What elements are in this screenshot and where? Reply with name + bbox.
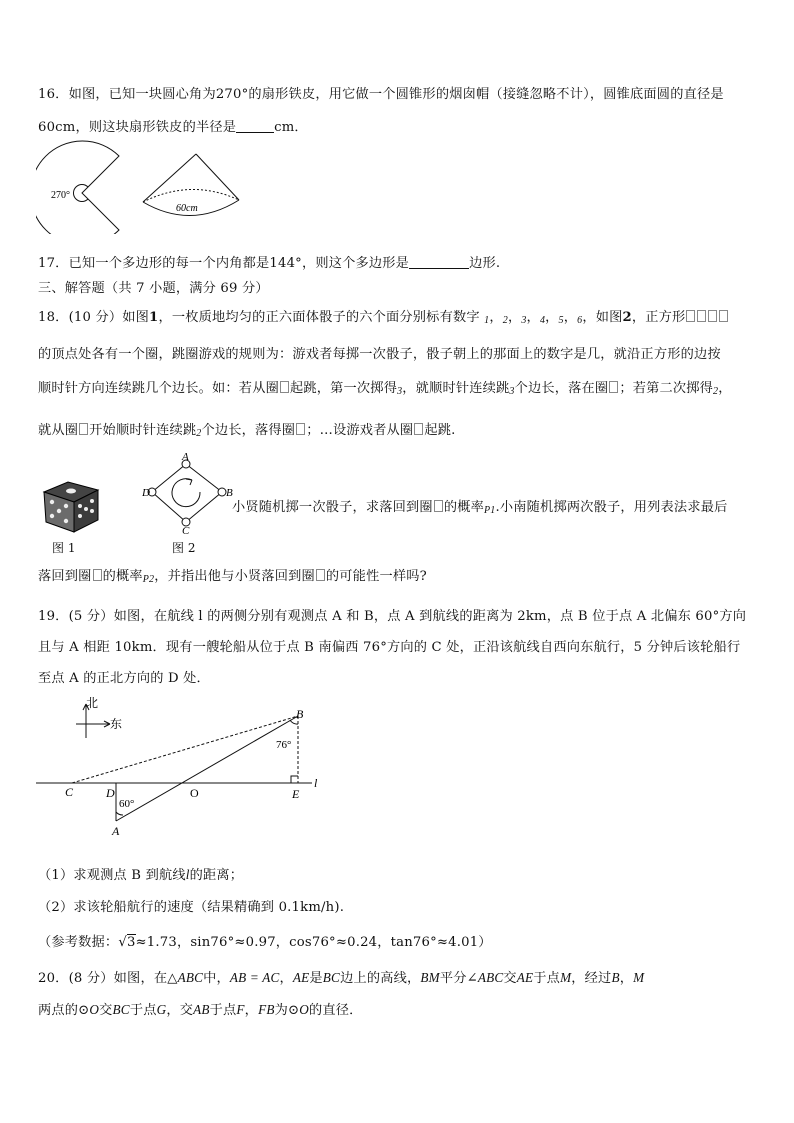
- q16-figure: [36, 138, 248, 234]
- q17-line: 17．已知一个多边形的每一个内角都是144°，则这个多边形是 边形.: [38, 256, 501, 271]
- svg-text:l: l: [314, 776, 318, 790]
- svg-text:A: A: [112, 824, 120, 838]
- svg-text:O: O: [190, 786, 199, 800]
- q18-line4: 就从圈 开始顺时针连续跳2个边长，落得圈 ；…设游戏者从圈 起跳.: [38, 423, 456, 439]
- figure1-caption: 图 1: [52, 541, 76, 555]
- svg-text:E: E: [292, 787, 300, 801]
- square-diagram: [142, 450, 236, 534]
- east-label: 东: [110, 717, 123, 731]
- north-label: 北: [86, 696, 99, 710]
- figure2-caption: 图 2: [172, 541, 196, 555]
- answer-blank: [409, 256, 469, 269]
- sector-shape: [36, 141, 119, 234]
- q19-line3: 至点 A 的正北方向的 D 处．: [38, 671, 210, 686]
- svg-text:D: D: [106, 786, 115, 800]
- svg-text:76°: 76°: [276, 739, 292, 751]
- section-heading: 三、解答题（共 7 小题，满分 69 分）: [38, 281, 269, 296]
- clockwise-arrow-icon: [172, 479, 200, 507]
- q16-line1: 16．如图，已知一块圆心角为270°的扇形铁皮，用它做一个圆锥形的烟囱帽（接缝忽略不计），圆锥底面圆的直径是: [38, 87, 724, 102]
- q19-sub2: （2）求该轮船航行的速度（结果精确到 0.1km/h).: [38, 900, 345, 915]
- q18-line6: 落回到圈 的概率P2，并指出他与小贤落回到圈 的可能性一样吗?: [38, 569, 427, 585]
- q19-figure: [36, 694, 326, 838]
- q19-line2: 且与 A 相距 10km．现有一艘轮船从位于点 B 南偏西 76°方向的 C 处，正沿该航线自西向东航行，5 分钟后该轮船行: [38, 640, 741, 655]
- sector-angle-label: 270°: [51, 190, 70, 201]
- svg-text:A: A: [182, 451, 189, 463]
- svg-text:60°: 60°: [119, 798, 135, 810]
- svg-text:C: C: [182, 525, 190, 534]
- answer-blank: [236, 120, 274, 133]
- cone-diameter-label: 60cm: [176, 203, 198, 214]
- q18-line5: 小贤随机掷一次骰子，求落回到圈 的概率P1.小南随机掷两次骰子，用列表法求最后: [232, 500, 728, 516]
- cone-base-back: [143, 189, 239, 202]
- sector-arc-mark: [73, 185, 88, 202]
- q18-line1: 18．(10 分）如图1，一枚质地均匀的正六面体骰子的六个面分别标有数字 1，2，3，4，5，6，如图2，正方形: [38, 306, 729, 326]
- q20-line1: 20．(8 分）如图，在△ABC中，AB = AC，AE是BC边上的高线，BM平分∠ABC交AE于点M，经过B，M: [38, 970, 645, 986]
- q18-line3: 顺时针方向连续跳几个边长。如：若从圈 起跳，第一次掷得3，就顺时针连续跳3个边长，落在圈 ；若第二次掷得2，: [38, 381, 732, 397]
- q19-line1: 19．(5 分）如图，在航线 l 的两侧分别有观测点 A 和 B，点 A 到航线的距离为 2km，点 B 位于点 A 北偏东 60°方向: [38, 609, 747, 624]
- svg-text:B: B: [296, 707, 304, 721]
- q18-line2: 的顶点处各有一个圈，跳圈游戏的规则为：游戏者每掷一次骰子，骰子朝上的那面上的数字是几，就沿正方形的边按: [38, 347, 721, 362]
- dice-icon: [40, 476, 102, 538]
- svg-text:C: C: [65, 785, 74, 799]
- svg-text:B: B: [226, 487, 233, 499]
- q19-sub1: （1）求观测点 B 到航线l的距离；: [38, 867, 244, 883]
- q16-line2: 60cm，则这块扇形铁皮的半径是 cm．: [38, 120, 308, 135]
- q19-reference: （参考数据：√3≈1.73，sin76°≈0.97，cos76°≈0.24，tan76°≈4.01）: [38, 935, 492, 950]
- svg-text:D: D: [142, 487, 150, 499]
- q20-line2: 两点的⊙O交BC于点G，交AB于点F，FB为⊙O的直径．: [38, 1002, 363, 1018]
